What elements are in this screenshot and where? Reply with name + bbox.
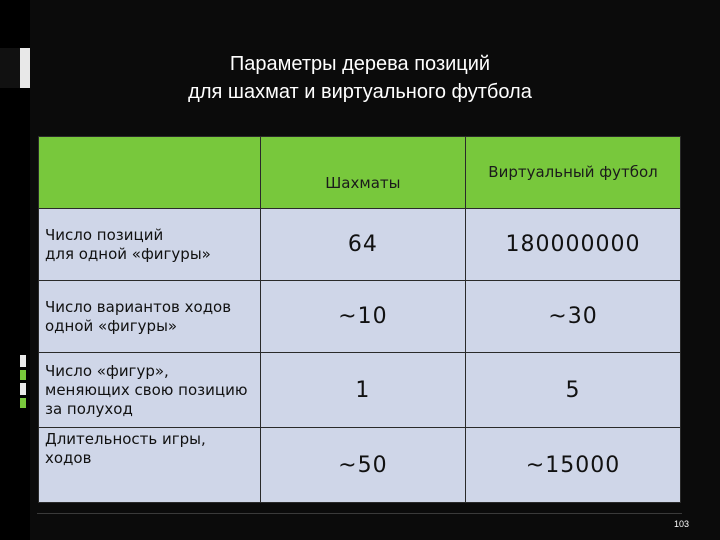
row-label-line: ходов	[45, 449, 92, 467]
row-label	[39, 353, 261, 428]
football-value: ~15000	[466, 428, 681, 503]
table-row	[39, 428, 681, 503]
chess-value: ~10	[260, 281, 465, 353]
side-marker	[20, 355, 26, 367]
row-label-line: за полуход	[45, 399, 133, 418]
header-chess: Шахматы	[260, 137, 465, 209]
title-line-2: для шахмат и виртуального футбола	[188, 81, 532, 103]
table-header-row	[39, 137, 681, 209]
side-marker	[20, 398, 26, 408]
table-row	[39, 209, 681, 281]
chess-value: 1	[260, 353, 465, 428]
row-label	[39, 428, 261, 503]
side-marker	[20, 370, 26, 380]
header-football: Виртуальный футбол	[466, 137, 681, 209]
table-row	[39, 353, 681, 428]
row-label	[39, 281, 261, 353]
side-marker	[20, 48, 30, 88]
page-number: 103	[674, 519, 690, 529]
row-label-line: для одной «фигуры»	[45, 244, 211, 263]
side-marker	[20, 383, 26, 395]
row-label-line: одной «фигуры»	[45, 316, 178, 335]
football-value: ~30	[466, 281, 681, 353]
slide-title	[120, 50, 600, 106]
parameters-table	[38, 136, 681, 503]
footer-divider	[37, 513, 682, 514]
row-label-line: меняющих свою позицию	[45, 380, 248, 399]
title-line-1: Параметры дерева позиций	[229, 53, 491, 75]
row-label-line: Число вариантов ходов	[45, 297, 232, 316]
chess-value: 64	[260, 209, 465, 281]
football-value: 5	[466, 353, 681, 428]
chess-value: ~50	[260, 428, 465, 503]
header-empty-cell	[39, 137, 261, 209]
side-marker	[0, 48, 20, 88]
row-label	[39, 209, 261, 281]
football-value: 180000000	[466, 209, 681, 281]
table-row	[39, 281, 681, 353]
row-label-line: Число позиций	[45, 225, 164, 244]
row-label-line: Длительность игры,	[45, 430, 206, 448]
row-label-line: Число «фигур»,	[45, 361, 169, 380]
